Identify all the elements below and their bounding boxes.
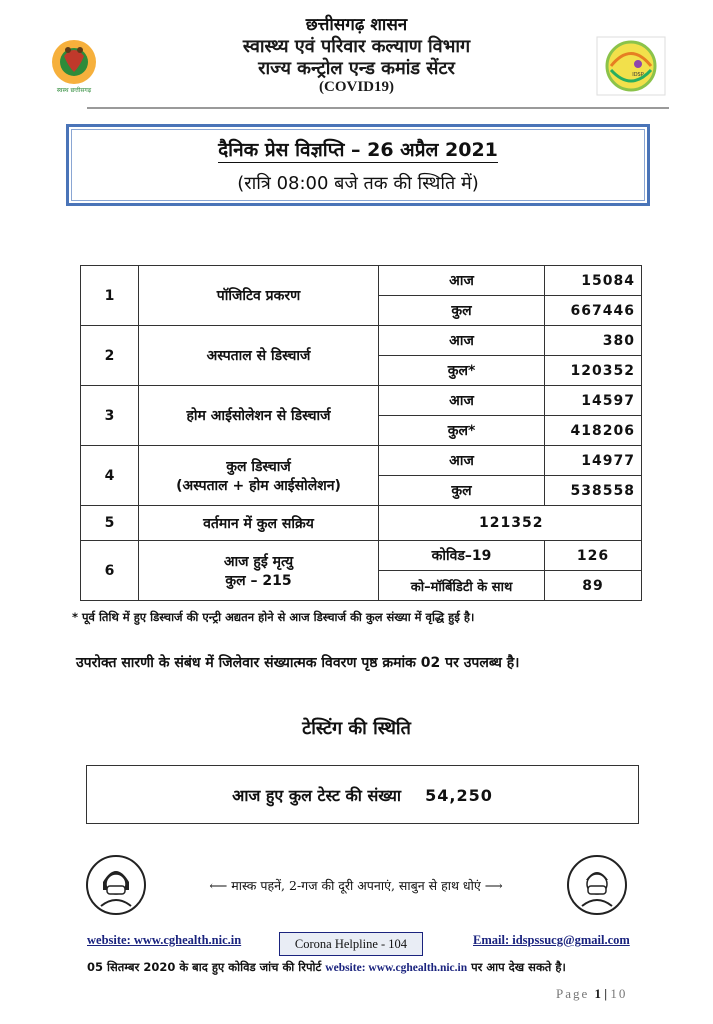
testing-summary bbox=[86, 784, 639, 806]
row-serial: 6 bbox=[81, 541, 139, 601]
swasth-chhattisgarh-logo bbox=[38, 34, 110, 96]
email-link[interactable]: Email: idspssucg@gmail.com bbox=[473, 933, 630, 947]
row-label: को–मॉर्बिडिटी के साथ bbox=[379, 571, 545, 601]
table-row bbox=[81, 446, 642, 476]
row-label: आज bbox=[379, 446, 545, 476]
report-note-suffix: पर आप देख सकते है। bbox=[471, 960, 566, 974]
table-row bbox=[81, 266, 642, 296]
row-value: 14597 bbox=[545, 386, 642, 416]
report-note-prefix: 05 सितम्बर 2020 के बाद हुए कोविड जांच की रिपोर्ट bbox=[87, 960, 322, 974]
testing-label: आज हुए कुल टेस्ट की संख्या bbox=[232, 786, 402, 805]
row-description bbox=[139, 446, 379, 506]
table-row bbox=[81, 506, 642, 541]
row-value: 120352 bbox=[545, 356, 642, 386]
corona-helpline: Corona Helpline - 104 bbox=[279, 932, 423, 956]
row-label: कुल* bbox=[379, 356, 545, 386]
safety-slogan: ⟵ मास्क पहनें, 2-गज की दूरी अपनाएं, साबुन से हाथ धोएं ⟶ bbox=[209, 878, 503, 893]
row-serial: 2 bbox=[81, 326, 139, 386]
row-serial: 3 bbox=[81, 386, 139, 446]
table-row bbox=[81, 326, 642, 356]
covid-stats-table bbox=[80, 265, 642, 601]
row-value: 89 bbox=[545, 571, 642, 601]
header-covid19: (COVID19) bbox=[319, 79, 394, 95]
header-divider bbox=[87, 107, 669, 109]
row-label: कुल bbox=[379, 296, 545, 326]
row-label: आज bbox=[379, 326, 545, 356]
table-row bbox=[81, 541, 642, 571]
row-value: 538558 bbox=[545, 476, 642, 506]
header-control-center: राज्य कन्ट्रोल एन्ड कमांड सेंटर bbox=[258, 58, 455, 79]
header-line-1: छत्तीसगढ़ शासन bbox=[305, 15, 408, 35]
row-label: आज bbox=[379, 386, 545, 416]
page-current: 1 bbox=[594, 986, 602, 1001]
row-description: पॉजिटिव प्रकरण bbox=[139, 266, 379, 326]
table-row bbox=[81, 386, 642, 416]
row-value: 14977 bbox=[545, 446, 642, 476]
report-note bbox=[87, 960, 566, 975]
mask-man-icon bbox=[566, 854, 628, 916]
row-description: अस्पताल से डिस्चार्ज bbox=[139, 326, 379, 386]
testing-value: 54,250 bbox=[425, 786, 493, 805]
page-total: 10 bbox=[610, 986, 628, 1001]
row-description-line2: कुल – 215 bbox=[225, 572, 292, 589]
row-serial: 5 bbox=[81, 506, 139, 541]
row-description-line1: आज हुई मृत्यु bbox=[223, 553, 294, 570]
row-value: 667446 bbox=[545, 296, 642, 326]
idsp-logo bbox=[596, 36, 666, 96]
header-department: स्वास्थ्य एवं परिवार कल्याण विभाग bbox=[242, 36, 471, 57]
row-value: 418206 bbox=[545, 416, 642, 446]
website-link[interactable]: website: www.cghealth.nic.in bbox=[87, 933, 242, 947]
row-description: होम आईसोलेशन से डिस्चार्ज bbox=[139, 386, 379, 446]
row-label: आज bbox=[379, 266, 545, 296]
row-label: कोविड–19 bbox=[379, 541, 545, 571]
row-serial: 1 bbox=[81, 266, 139, 326]
logo-right-text: IDSP bbox=[632, 72, 644, 78]
testing-heading: टेस्टिंग की स्थिति bbox=[302, 718, 411, 739]
logo-left-text: स्वस्थ छत्तीसगढ़ bbox=[56, 87, 92, 94]
row-description-line2: (अस्पताल + होम आईसोलेशन) bbox=[176, 477, 341, 494]
row-value: 126 bbox=[545, 541, 642, 571]
row-value: 15084 bbox=[545, 266, 642, 296]
footnote: * पूर्व तिथि में हुए डिस्चार्ज की एन्ट्री अद्यतन होने से आज डिस्चार्ज की कुल संख्या में वृद्धि हुई है। bbox=[72, 610, 475, 624]
row-description bbox=[139, 541, 379, 601]
press-release-subtitle: (रात्रि 08:00 बजे तक की स्थिति में) bbox=[237, 173, 479, 194]
row-description: वर्तमान में कुल सक्रिय bbox=[139, 506, 379, 541]
report-website-link[interactable]: website: www.cghealth.nic.in bbox=[325, 962, 468, 974]
row-description-line1: कुल डिस्चार्ज bbox=[226, 458, 291, 475]
page-label: Page bbox=[556, 986, 590, 1001]
press-release-title: दैनिक प्रेस विज्ञप्ति – 26 अप्रैल 2021 bbox=[218, 139, 498, 161]
row-label: कुल bbox=[379, 476, 545, 506]
row-value: 380 bbox=[545, 326, 642, 356]
row-serial: 4 bbox=[81, 446, 139, 506]
row-value: 121352 bbox=[379, 506, 642, 541]
mask-woman-icon bbox=[85, 854, 147, 916]
row-label: कुल* bbox=[379, 416, 545, 446]
district-details-note: उपरोक्त सारणी के संबंध में जिलेवार संख्यात्मक विवरण पृष्ठ क्रमांक 02 पर उपलब्ध है। bbox=[76, 655, 520, 671]
page-number: Page 1 | 10 bbox=[556, 986, 628, 1001]
